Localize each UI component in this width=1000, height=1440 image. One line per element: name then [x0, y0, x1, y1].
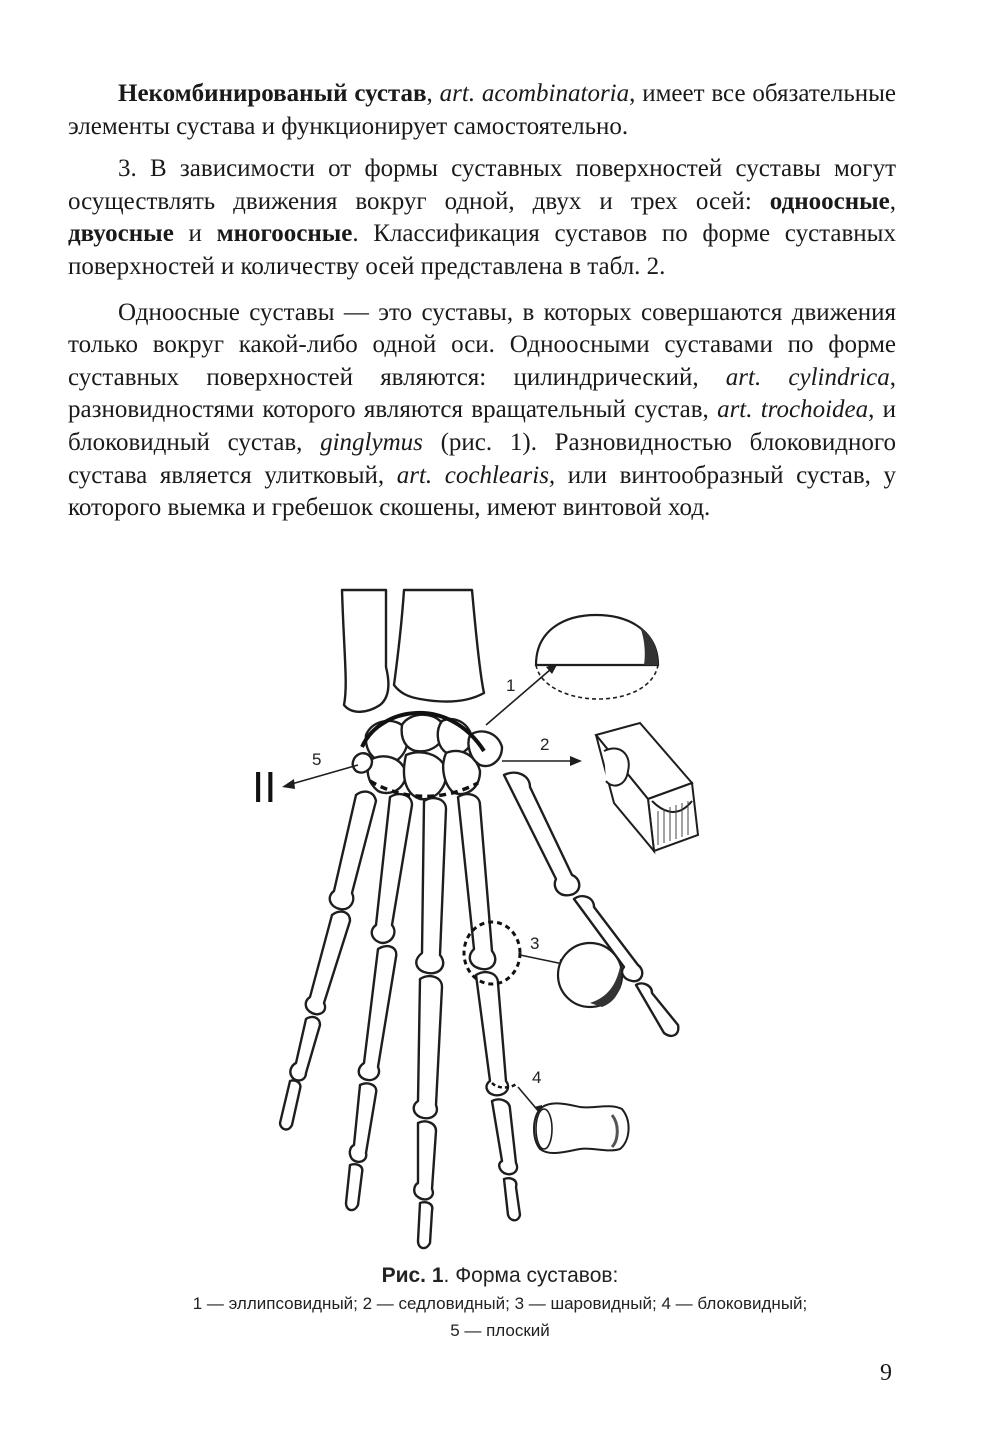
- text-fragment: 3. В зависимости от формы суставных поверхностей суставы могут осуществлять движения вокруг одной, двух и трех осей:: [68, 155, 896, 215]
- phalanx: [290, 1017, 320, 1080]
- ball-joint-model: [558, 943, 622, 1007]
- ellipsoid-joint-model: [536, 615, 658, 699]
- text-fragment: и: [173, 220, 217, 248]
- text-fragment: , разновидностями которого являются вращательный сустав,: [68, 363, 897, 424]
- term-uniaxial: одноосные: [769, 187, 890, 215]
- text-fragment: (рис. 1). Разновидностью блоковидного сустава является улитковый,: [68, 428, 896, 489]
- phalanx: [350, 1083, 376, 1161]
- term-multiaxial: многоосные: [216, 220, 353, 248]
- label-2: 2: [540, 735, 550, 754]
- figure-caption: [60, 1262, 940, 1344]
- term-nonkombined-joint: Некомбинированый сустав: [118, 80, 427, 107]
- phalanx: [414, 976, 442, 1118]
- carpal-bone: [404, 752, 446, 799]
- label-3: 3: [530, 934, 540, 953]
- hand-skeleton-figure: [240, 575, 750, 1255]
- metacarpal-2: [458, 794, 495, 969]
- text-fragment: , имеет все обязательные элементы сустава и функционирует самостоятельно.: [68, 80, 896, 140]
- caption-legend-line-1: 1 — эллипсовидный; 2 — седловидный; 3 — шаровидный; 4 — блоковидный;: [192, 1294, 808, 1313]
- label-4: 4: [532, 1068, 542, 1087]
- label-5: 5: [312, 750, 322, 769]
- caption-title-text: . Форма суставов:: [443, 1264, 619, 1287]
- latin-term: art. cylindrica: [725, 363, 890, 391]
- phalanx: [492, 1099, 517, 1174]
- term-biaxial: двуосные: [68, 220, 174, 248]
- metacarpal-4: [372, 794, 412, 943]
- caption-legend-line-2: 5 — плоский: [450, 1321, 550, 1340]
- arrowhead: [282, 779, 295, 789]
- phalanx: [359, 946, 397, 1080]
- caption-title: [60, 1262, 940, 1290]
- latin-term: art. acombinatoria: [439, 80, 630, 107]
- body-text: [68, 78, 896, 538]
- metacarpal-3: [416, 798, 446, 973]
- paragraph-joint-axes: [68, 153, 896, 283]
- metacarpal-5: [330, 792, 376, 910]
- hinge-joint-model: [534, 1103, 629, 1153]
- hand-skeleton-illustration: [240, 575, 750, 1255]
- page-number: 9: [880, 1360, 892, 1386]
- metacarpal-1: [504, 773, 579, 896]
- radius-bone: [394, 590, 484, 701]
- paragraph-uniaxial-joints: [68, 297, 896, 525]
- latin-term: art. cochlearis,: [396, 461, 556, 489]
- label-1: 1: [506, 676, 516, 695]
- text-fragment: ,: [889, 187, 896, 215]
- phalanx: [306, 912, 350, 1015]
- caption-figure-number: Рис. 1: [381, 1264, 444, 1287]
- saddle-joint-model: [596, 723, 698, 851]
- arrowhead: [570, 756, 582, 766]
- phalanx: [418, 1202, 432, 1248]
- phalanx: [414, 1121, 436, 1199]
- arrow-1: [486, 663, 558, 725]
- latin-term: art. trochoidea: [717, 396, 869, 424]
- paragraph-nonkombined-joint: [68, 78, 896, 143]
- phalanx: [280, 1080, 300, 1129]
- phalanx: [636, 983, 678, 1035]
- latin-term: ginglymus: [320, 428, 423, 456]
- text-fragment: Одноосные суставы — это суставы, в которых совершаются движения только вокруг какой-либо одной оси. Одноосными суставами по форме суставных поверхностей являются: цилиндрический,: [68, 298, 896, 391]
- phalanx: [504, 1178, 520, 1220]
- phalanx: [346, 1164, 362, 1210]
- text-fragment: ,: [426, 80, 440, 107]
- text-fragment: или винтообразный сустав, у которого выемка и гребешок скошены, имеют винтовой ход.: [68, 461, 896, 522]
- label-roman-two: II: [252, 763, 277, 812]
- pisiform-bone: [353, 753, 372, 772]
- text-fragment: , и блоковидный сустав,: [68, 396, 896, 456]
- text-fragment: . Классификация суставов по форме суставных поверхностей и количеству осей представлена в табл. 2.: [68, 220, 896, 280]
- arrow-5: [288, 765, 358, 785]
- phalanx: [476, 972, 508, 1095]
- ulna-bone: [342, 590, 388, 712]
